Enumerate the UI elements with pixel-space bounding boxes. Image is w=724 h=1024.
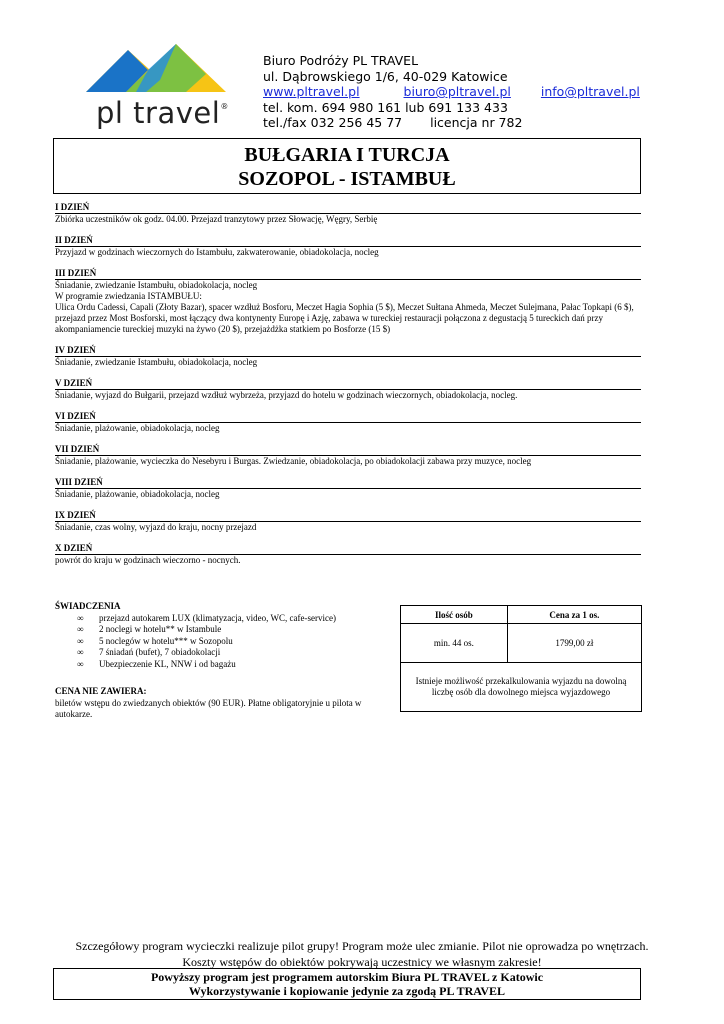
day-description: W programie zwiedzania ISTAMBUŁU: (55, 291, 202, 301)
price-header-price: Cena za 1 os. (507, 606, 641, 624)
company-fax: tel./fax 032 256 45 77 (263, 115, 403, 130)
company-phone: tel. kom. 694 980 161 lub 691 133 433 (263, 99, 508, 115)
price-note: Istnieje możliwość przekalkulowania wyjazdu na dowolną liczbę osób dla dowolnego miejsca wyjazdowego (401, 663, 642, 712)
day-description: Śniadanie, zwiedzanie Istambułu, obiadokolacja, nocleg (55, 357, 258, 367)
day-description: Śniadanie, plażowanie, wycieczka do Nesebyru i Burgas. Zwiedzanie, obiadokolacja, po obiadokolacji zabawa przy muzyce, nocleg (55, 456, 532, 466)
price-header-persons: Ilość osób (401, 606, 508, 624)
price-table (400, 605, 642, 712)
day-title: VI DZIEŃ (55, 411, 641, 423)
day-section (55, 543, 641, 566)
day-title: VIII DZIEŃ (55, 477, 641, 489)
day-description: Śniadanie, plażowanie, obiadokolacja, nocleg (55, 423, 220, 433)
day-title: X DZIEŃ (55, 543, 641, 555)
footer-note-1: Szczegółowy program wycieczki realizuje pilot grupy! Program może ulec zmianie. Pilot nie oprowadza po wnętrzach. (75, 939, 649, 953)
copyright-line-2: Wykorzystywanie i kopiowanie jedynie za zgodą PL TRAVEL (188, 984, 506, 998)
day-description: Śniadanie, wyjazd do Bułgarii, przejazd wzdłuż wybrzeża, przyjazd do hotelu w godzinach wieczornych, obiadokolacja, nocleg. (55, 390, 518, 400)
trip-title-line1: BUŁGARIA I TURCJA (244, 144, 450, 166)
itinerary (55, 202, 641, 576)
day-section (55, 235, 641, 258)
fax-license-row (263, 115, 640, 131)
service-item: ∞ 5 noclegów w hotelu*** w Sozopolu (77, 636, 390, 648)
excluded-title: CENA NIE ZAWIERA: (55, 686, 147, 696)
contact-block (263, 53, 640, 131)
services-section (55, 601, 390, 721)
copyright-box (53, 968, 641, 1000)
copyright-line-1: Powyższy program jest programem autorskim Biura PL TRAVEL z Katowic (150, 970, 544, 984)
email-link-info[interactable]: info@pltravel.pl (540, 84, 640, 99)
day-section (55, 411, 641, 434)
services-title: ŚWIADCZENIA (55, 601, 121, 611)
services-list (55, 613, 390, 671)
trip-title-line2: SOZOPOL - ISTAMBUŁ (238, 168, 456, 190)
day-section (55, 345, 641, 368)
day-description: powrót do kraju w godzinach wieczorno - nocnych. (55, 555, 241, 565)
footer-notes (40, 938, 684, 970)
price-persons: min. 44 os. (401, 624, 508, 663)
day-title: III DZIEŃ (55, 268, 641, 280)
company-name: Biuro Podróży PL TRAVEL (263, 53, 419, 68)
day-description: Śniadanie, zwiedzanie Istambułu, obiadokolacja, nocleg (55, 280, 258, 290)
day-description: Śniadanie, czas wolny, wyjazd do kraju, nocny przejazd (55, 522, 257, 532)
excluded-text: biletów wstępu do zwiedzanych obiektów (90 EUR). Płatne obligatoryjnie u pilota w autokarze. (55, 697, 362, 719)
footer-note-2: Koszty wstępów do obiektów pokrywają uczestnicy we własnym zakresie! (182, 955, 542, 969)
license-number: licencja nr 782 (430, 115, 523, 130)
registered-mark: ® (220, 102, 229, 111)
day-description: Przyjazd w godzinach wieczornych do Istambułu, zakwaterowanie, obiadokolacja, nocleg (55, 247, 379, 257)
day-title: IX DZIEŃ (55, 510, 641, 522)
brand-name: pl travel (96, 96, 221, 130)
day-title: I DZIEŃ (55, 202, 641, 214)
day-title: V DZIEŃ (55, 378, 641, 390)
day-section (55, 477, 641, 500)
day-section (55, 202, 641, 225)
service-item: ∞ 2 noclegi w hotelu** w Istambule (77, 624, 390, 636)
company-address: ul. Dąbrowskiego 1/6, 40-029 Katowice (263, 68, 508, 84)
logo-wordmark (96, 96, 229, 130)
day-section (55, 444, 641, 467)
trip-title (53, 138, 641, 194)
day-description: Śniadanie, plażowanie, obiadokolacja, nocleg (55, 489, 220, 499)
price-value: 1799,00 zł (507, 624, 641, 663)
day-description: Ulica Ordu Cadessi, Capali (Złoty Bazar), spacer wzdłuż Bosforu, Meczet Hagia Sophia (5 $), Meczet Sułtana Ahmeda, Meczet Sulejmana, Pałac Topkapi (6 $), przejazd przez Most Bosforski, most łączący dwa kontynenty Europę i Azję, zabawa w tureckiej restauracji połączona z degustacją 5 tureckich dań przy akompaniamencie tureckiej muzyki na żywo (20 $), przejażdżka statkiem po Bosforze (15 $) (55, 302, 634, 334)
day-section (55, 378, 641, 401)
day-title: VII DZIEŃ (55, 444, 641, 456)
day-description: Zbiórka uczestników ok godz. 04.00. Przejazd tranzytowy przez Słowację, Węgry, Serbię (55, 214, 378, 224)
day-section (55, 510, 641, 533)
service-item: ∞ Ubezpieczenie KL, NNW i od bagażu (77, 659, 390, 671)
email-link-biuro[interactable]: biuro@pltravel.pl (403, 84, 511, 99)
day-title: II DZIEŃ (55, 235, 641, 247)
service-item: ∞ przejazd autokarem LUX (klimatyzacja, video, WC, cafe-service) (77, 613, 390, 625)
contact-links (263, 84, 640, 100)
service-item: ∞ 7 śniadań (bufet), 7 obiadokolacji (77, 647, 390, 659)
day-title: IV DZIEŃ (55, 345, 641, 357)
day-section (55, 268, 641, 335)
website-link[interactable]: www.pltravel.pl (263, 84, 360, 99)
